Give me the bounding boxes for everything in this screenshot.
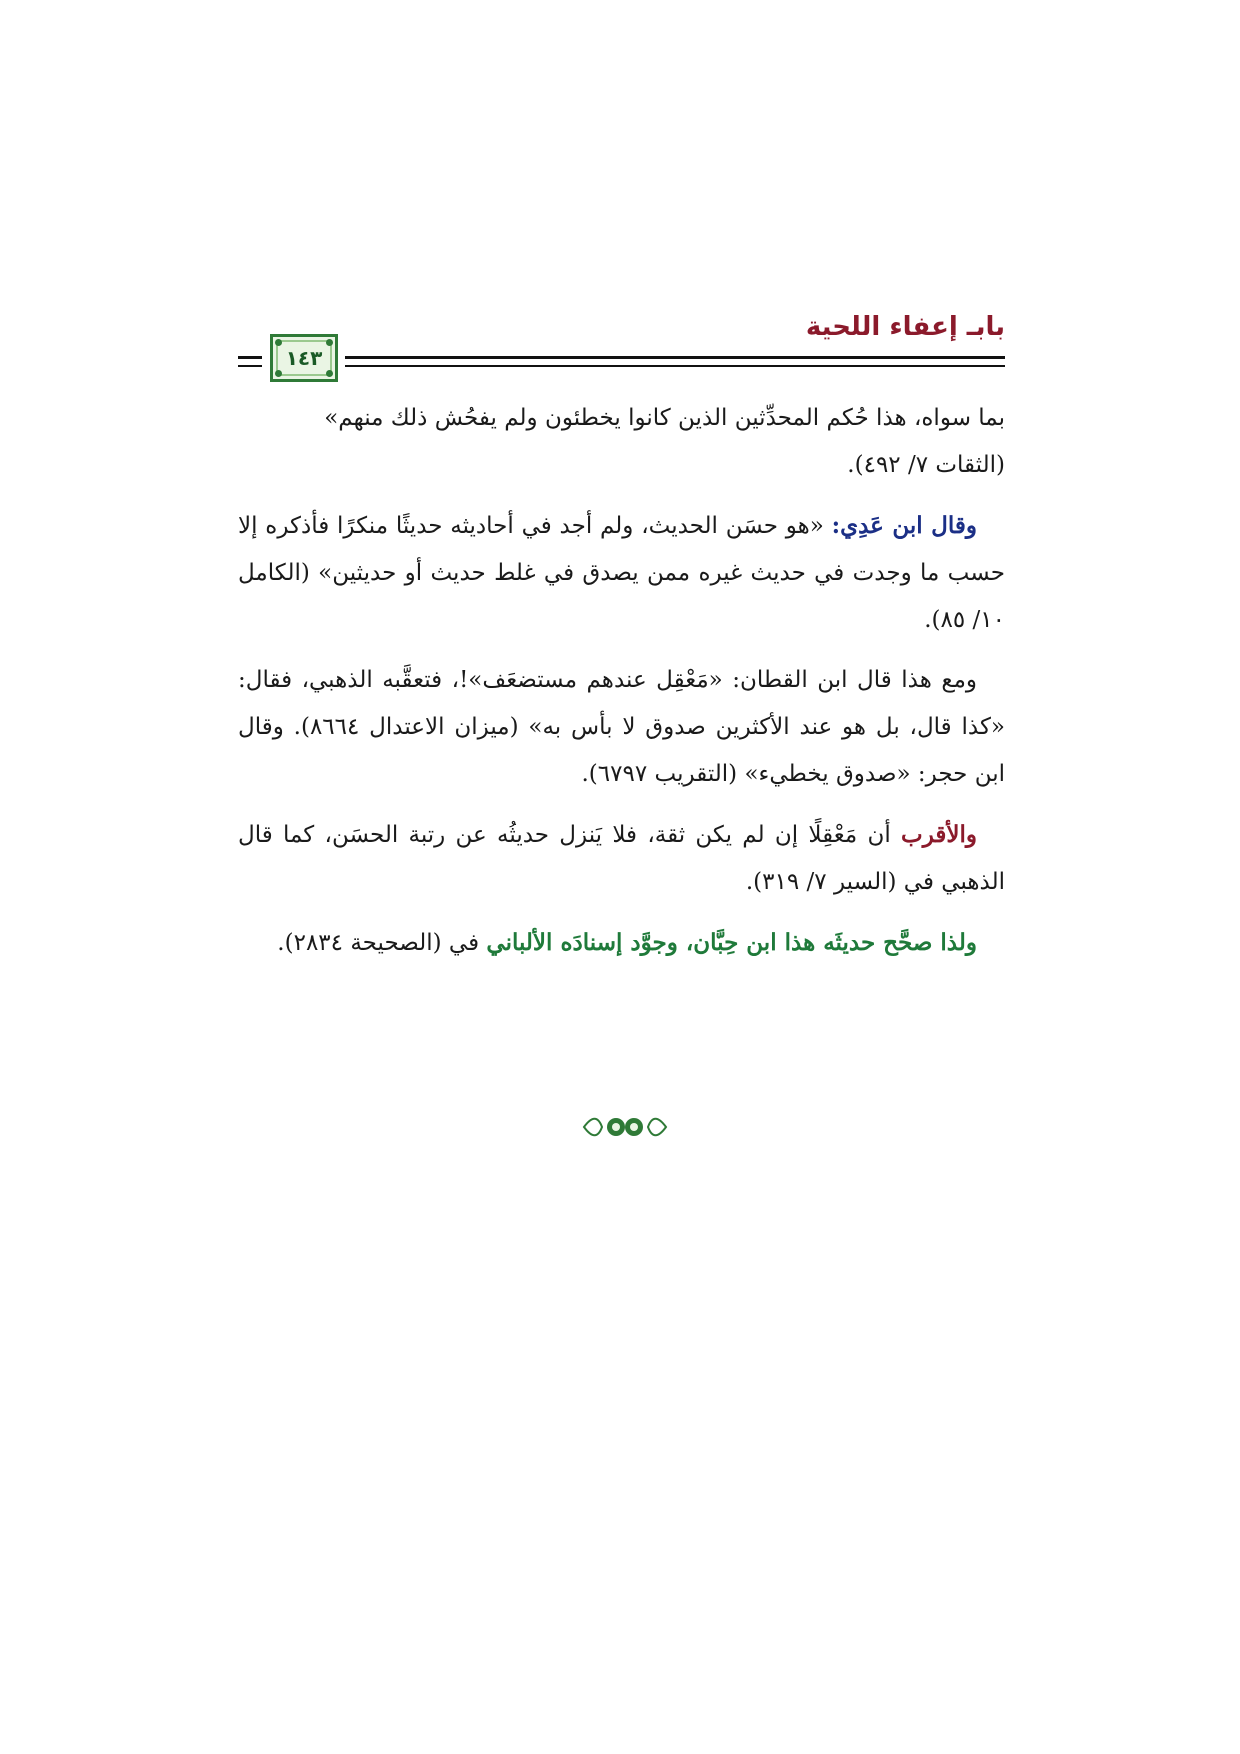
paragraph-text: أن مَعْقِلًا إن لم يكن ثقة، فلا يَنزل حديثُه عن رتبة الحسَن، كما قال الذهبي في (السير ٧/ ٣١٩). (238, 822, 1005, 895)
badge-ornament-icon (275, 339, 282, 346)
paragraph-ibn-adi (238, 502, 1005, 644)
badge-ornament-icon (275, 370, 282, 377)
paragraph-text: في (الصحيحة ٢٨٣٤). (277, 930, 487, 956)
badge-ornament-icon (326, 339, 333, 346)
paragraph-continuation (238, 395, 1005, 489)
header-rule-top (345, 356, 1005, 359)
page-body (238, 395, 1005, 980)
page-number: ١٤٣ (285, 346, 323, 370)
paragraph-conclusion (238, 811, 1005, 906)
badge-ornament-icon (326, 370, 333, 377)
paragraph-ibn-qattan (238, 657, 1005, 798)
paragraph-text: بما سواه، هذا حُكم المحدِّثين الذين كانوا يخطئون ولم يفحُش ذلك منهم» (324, 405, 1005, 431)
section-end-ornament-icon (580, 1112, 670, 1142)
highlighted-lead: ولذا صحَّح حديثَه هذا ابن حِبَّان، وجوَّد إسنادَه الألباني (486, 929, 977, 956)
paragraph-authentication (238, 919, 1005, 967)
paragraph-text: «هو حسَن الحديث، ولم أجد في أحاديثه حديثًا منكرًا فأذكره إلا حسب ما وجدت في حديث غيره ممن يصدق في غلط حديث أو حديثين» (الكامل ١٠/ ٨٥). (238, 513, 1005, 633)
page-number-badge (270, 334, 338, 382)
chapter-title: بابـ إعفاء اللحية (805, 312, 1005, 342)
highlighted-lead: وقال ابن عَدِي: (831, 512, 977, 539)
page-header (238, 312, 1005, 382)
header-rule-left-bottom (238, 365, 262, 367)
header-rule-left-top (238, 356, 262, 359)
citation: (الثقات ٧/ ٤٩٢). (847, 452, 1005, 478)
paragraph-text: ومع هذا قال ابن القطان: «مَعْقِل عندهم مستضعَف»!، فتعقَّبه الذهبي، فقال: «كذا قال، بل هو عند الأكثرين صدوق لا بأس به» (ميزان الاعتدال ٨٦٦٤). وقال ابن حجر: «صدوق يخطيء» (التقريب ٦٧٩٧). (238, 667, 1005, 787)
header-rule-bottom (345, 365, 1005, 367)
highlighted-lead: والأقرب (901, 821, 977, 848)
